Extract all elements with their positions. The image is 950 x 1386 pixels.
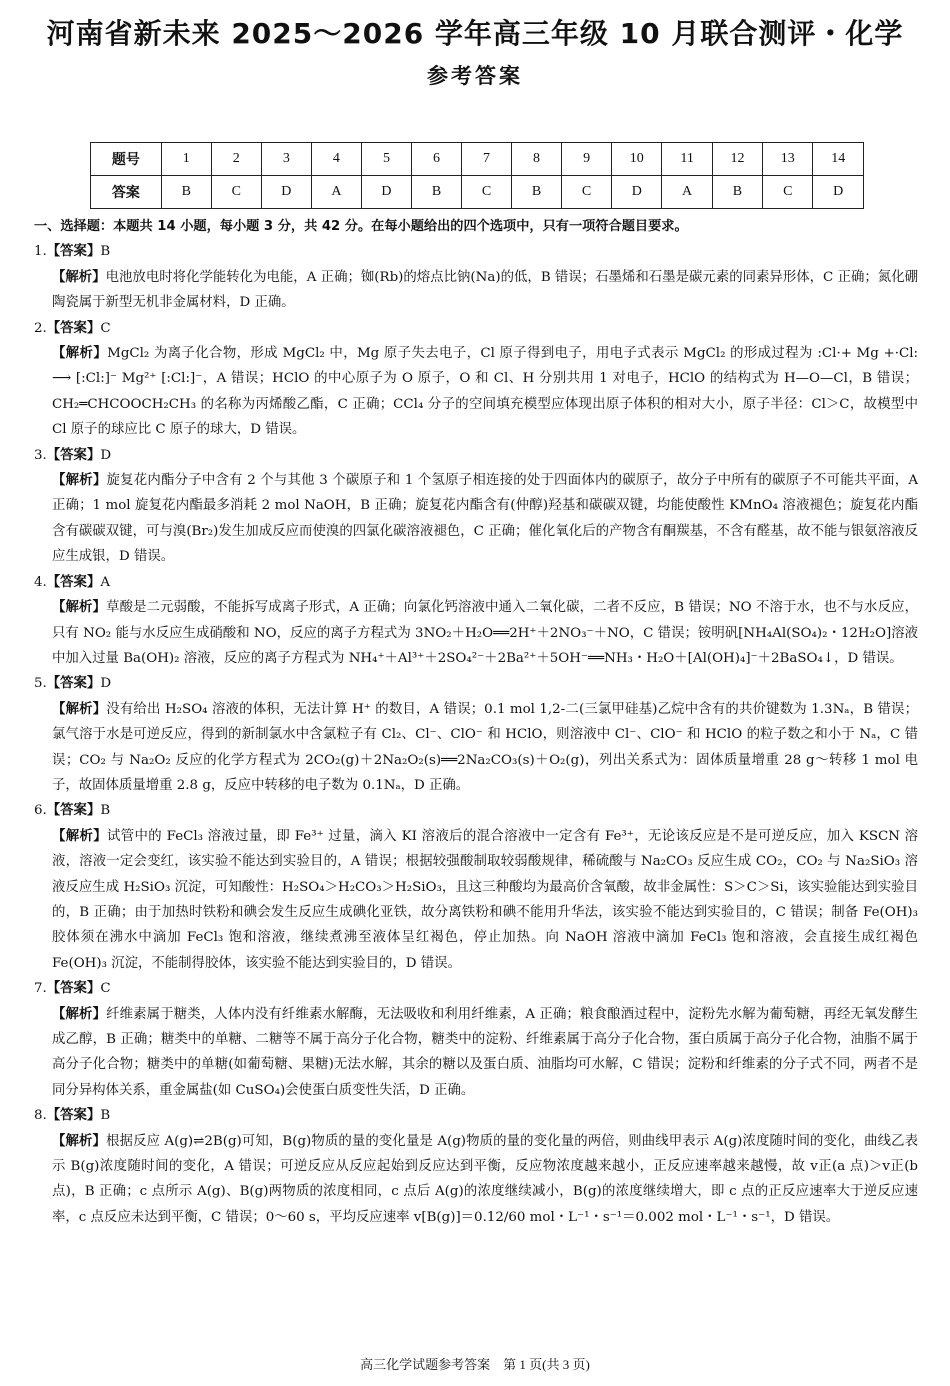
- question-block: [34, 443, 918, 570]
- question-answer: B: [100, 803, 111, 819]
- question-block: [34, 239, 918, 315]
- table-cell: B: [161, 176, 211, 209]
- question-explanation: 根据反应 A(g)⇌2B(g)可知，B(g)物质的量的变化量是 A(g)物质的量的变化量的两倍，则曲线甲表示 A(g)浓度随时间的变化，曲线乙表示 B(g)浓度随时间的变化，A 错误；可逆反应从反应起始到反应达到平衡，反应物浓度越来越小，正反应速率越来越慢，故 v正(a 点)＞v正(b 点)，B 正确；c 点所示 A(g)、B(g)两物质的浓度相同，c 点后 A(g)的浓度继续减小，B(g)的浓度继续增大，即 c 点的正反应速率大于逆反应速率，c 点反应未达到平衡，C 错误；0～60 s，平均反应速率 v[B(g)]＝0.12/60 mol・L⁻¹・s⁻¹＝0.002 mol・L⁻¹・s⁻¹，D 错误。: [52, 1133, 918, 1225]
- table-cell: 14: [813, 143, 864, 176]
- answer-tag: 【答案】: [46, 320, 101, 336]
- table-cell: D: [261, 176, 311, 209]
- answer-tag: 【答案】: [46, 1108, 101, 1124]
- table-cell: 1: [161, 143, 211, 176]
- table-cell: 10: [612, 143, 662, 176]
- answer-tag: 【答案】: [46, 803, 101, 819]
- table-cell: B: [712, 176, 762, 209]
- question-block: [34, 570, 918, 672]
- table-cell: 7: [462, 143, 512, 176]
- table-cell: D: [813, 176, 864, 209]
- question-explanation: 旋复花内酯分子中含有 2 个与其他 3 个碳原子和 1 个氢原子相连接的处于四面体内的碳原子，故分子中所有的碳原子不可能共平面，A 正确；1 mol 旋复花内酯最多消耗 2 mol NaOH，B 正确；旋复花内酯含有(仲醇)羟基和碳碳双键，均能使酸性 KMnO₄ 溶液褪色；旋复花内酯含有碳碳双键，可与溴(Br₂)发生加成反应而使溴的四氯化碳溶液褪色，C 正确；催化氧化后的产物含有酮羰基，不含有醛基，故不能与银氨溶液反应生成银，D 错误。: [52, 473, 919, 565]
- question-answer: A: [100, 574, 111, 590]
- question-block: [34, 976, 918, 1103]
- table-cell: A: [311, 176, 361, 209]
- explain-tag: 【解析】: [52, 701, 107, 717]
- question-explanation: 纤维素属于糖类，人体内没有纤维素水解酶，无法吸收和利用纤维素，A 正确；粮食酿酒过程中，淀粉先水解为葡萄糖，再经无氧发酵生成乙醇，B 正确；糖类中的单糖、二糖等不属于高分子化合物，糖类中的淀粉、纤维素属于高分子化合物，蛋白质属于高分子化合物，油脂不属于高分子化合物；糖类中的单糖(如葡萄糖、果糖)无法水解，其余的糖以及蛋白质、油脂均可水解，C 错误；淀粉和纤维素的分子式不同，两者不是同分异构体关系，重金属盐(如 CuSO₄)会使蛋白质变性失活，D 正确。: [52, 1006, 918, 1098]
- page-footer: 高三化学试题参考答案 第 1 页(共 3 页): [360, 1357, 590, 1372]
- table-cell: D: [361, 176, 411, 209]
- row-label-number: 题号: [91, 143, 162, 176]
- table-cell: 12: [712, 143, 762, 176]
- question-answer: B: [100, 244, 111, 260]
- answer-key-table: [90, 142, 864, 209]
- table-cell: C: [562, 176, 612, 209]
- table-cell: 8: [512, 143, 562, 176]
- answer-row: [91, 176, 864, 209]
- question-explanation: 没有给出 H₂SO₄ 溶液的体积，无法计算 H⁺ 的数目，A 错误；0.1 mol 1,2-二(三氯甲硅基)乙烷中含有的共价键数为 1.3Nₐ，B 错误；氯气溶于水是可逆反应，得到的新制氯水中含氯粒子有 Cl₂、Cl⁻、ClO⁻ 和 HClO，则溶液中 Cl⁻、ClO⁻ 和 HClO 的粒子数之和小于 Nₐ，C 错误；CO₂ 与 Na₂O₂ 反应的化学方程式为 2CO₂(g)＋2Na₂O₂(s)══2Na₂CO₃(s)＋O₂(g)，列出关系式为：固体质量增重 28 g～转移 1 mol 电子，故固体质量增重 2.8 g，反应中转移的电子数为 0.1Nₐ，D 正确。: [52, 701, 918, 793]
- page-subtitle: 参考答案: [427, 64, 523, 88]
- explain-tag: 【解析】: [52, 1006, 107, 1022]
- answer-body: [34, 214, 918, 1230]
- explain-tag: 【解析】: [52, 269, 106, 285]
- table-cell: D: [612, 176, 662, 209]
- question-number: 8.: [34, 1108, 47, 1124]
- explain-tag: 【解析】: [52, 1133, 107, 1149]
- table-cell: C: [211, 176, 261, 209]
- question-answer: D: [100, 447, 112, 463]
- question-number: 2.: [34, 320, 47, 336]
- question-number: 7.: [34, 981, 47, 997]
- answer-tag: 【答案】: [46, 981, 101, 997]
- explain-tag: 【解析】: [52, 346, 108, 362]
- table-cell: C: [763, 176, 813, 209]
- table-cell: 5: [361, 143, 411, 176]
- question-answer: C: [100, 981, 111, 997]
- table-cell: A: [662, 176, 712, 209]
- table-cell: 11: [662, 143, 712, 176]
- question-number: 1.: [34, 244, 47, 260]
- explain-tag: 【解析】: [52, 473, 107, 489]
- table-cell: 4: [311, 143, 361, 176]
- table-cell: C: [462, 176, 512, 209]
- table-cell: 9: [562, 143, 612, 176]
- question-explanation: 电池放电时将化学能转化为电能，A 正确；铷(Rb)的熔点比钠(Na)的低，B 错误；石墨烯和石墨是碳元素的同素异形体，C 正确；氮化硼陶瓷属于新型无机非金属材料，D 正确。: [52, 269, 918, 311]
- section-heading: 一、选择题：本题共 14 小题，每小题 3 分，共 42 分。在每小题给出的四个选项中，只有一项符合题目要求。: [34, 219, 688, 234]
- question-number: 3.: [34, 447, 47, 463]
- question-number-row: [91, 143, 864, 176]
- table-cell: 2: [211, 143, 261, 176]
- question-block: [34, 671, 918, 798]
- explain-tag: 【解析】: [52, 828, 108, 844]
- page-title: 河南省新未来 2025～2026 学年高三年级 10 月联合测评・化学: [46, 17, 904, 50]
- question-answer: D: [100, 676, 112, 692]
- question-answer: B: [100, 1108, 111, 1124]
- question-block: [34, 1103, 918, 1230]
- answer-tag: 【答案】: [46, 244, 101, 260]
- table-cell: B: [412, 176, 462, 209]
- question-explanation: 草酸是二元弱酸，不能拆写成离子形式，A 正确；向氯化钙溶液中通入二氧化碳，二者不反应，B 错误；NO 不溶于水，也不与水反应，只有 NO₂ 能与水反应生成硝酸和 NO，反应的离子方程式为 3NO₂＋H₂O══2H⁺＋2NO₃⁻＋NO，C 错误；铵明矾[NH₄Al(SO₄)₂・12H₂O]溶液中加入过量 Ba(OH)₂ 溶液，反应的离子方程式为 NH₄⁺＋Al³⁺＋2SO₄²⁻＋2Ba²⁺＋5OH⁻══NH₃・H₂O＋[Al(OH)₄]⁻＋2BaSO₄↓，D 错误。: [52, 600, 918, 666]
- table-cell: B: [512, 176, 562, 209]
- explain-tag: 【解析】: [52, 600, 107, 616]
- row-label-answer: 答案: [91, 176, 162, 209]
- question-number: 4.: [34, 574, 47, 590]
- question-explanation: MgCl₂ 为离子化合物，形成 MgCl₂ 中，Mg 原子失去电子，Cl 原子得到电子，用电子式表示 MgCl₂ 的形成过程为 :Cl·+ Mg +·Cl: ⟶ [:Cl:]⁻ Mg²⁺ [:Cl:]⁻，A 错误；HClO 的中心原子为 O 原子，O 和 Cl、H 分别共用 1 对电子，HClO 的结构式为 H—O—Cl，B 错误；CH₂═CHCOOCH₂CH₃ 的名称为丙烯酸乙酯，C 正确；CCl₄ 分子的空间填充模型应体现出原子体积的相对大小，原子半径：Cl＞C，故模型中 Cl 原子的球应比 C 原子的球大，D 错误。: [52, 346, 919, 438]
- table-cell: 6: [412, 143, 462, 176]
- question-answer: C: [100, 320, 111, 336]
- question-block: [34, 798, 918, 976]
- question-explanation: 试管中的 FeCl₃ 溶液过量，即 Fe³⁺ 过量，滴入 KI 溶液后的混合溶液中一定含有 Fe³⁺，无论该反应是不是可逆反应，加入 KSCN 溶液，溶液一定会变红，该实验不能达到实验目的，A 错误；根据较强酸制取较弱酸规律，稀硫酸与 Na₂CO₃ 反应生成 CO₂，CO₂ 与 Na₂SiO₃ 溶液反应生成 H₂SiO₃ 沉淀，可知酸性：H₂SO₄＞H₂CO₃＞H₂SiO₃，且这三种酸均为最高价含氧酸，故非金属性：S＞C＞Si，该实验能达到实验目的，B 正确；由于加热时铁粉和碘会发生反应生成碘化亚铁，故分离铁粉和碘不能用升华法，该实验不能达到实验目的，C 错误；制备 Fe(OH)₃ 胶体须在沸水中滴加 FeCl₃ 饱和溶液，继续煮沸至液体呈红褐色，停止加热。向 NaOH 溶液中滴加 FeCl₃ 饱和溶液，会直接生成红褐色 Fe(OH)₃ 沉淀，不能制得胶体，该实验不能达到实验目的，D 错误。: [52, 828, 918, 971]
- table-cell: 13: [763, 143, 813, 176]
- question-block: [34, 316, 918, 443]
- question-number: 6.: [34, 803, 47, 819]
- question-number: 5.: [34, 676, 47, 692]
- answer-tag: 【答案】: [46, 676, 101, 692]
- answer-tag: 【答案】: [46, 447, 101, 463]
- table-cell: 3: [261, 143, 311, 176]
- answer-tag: 【答案】: [46, 574, 101, 590]
